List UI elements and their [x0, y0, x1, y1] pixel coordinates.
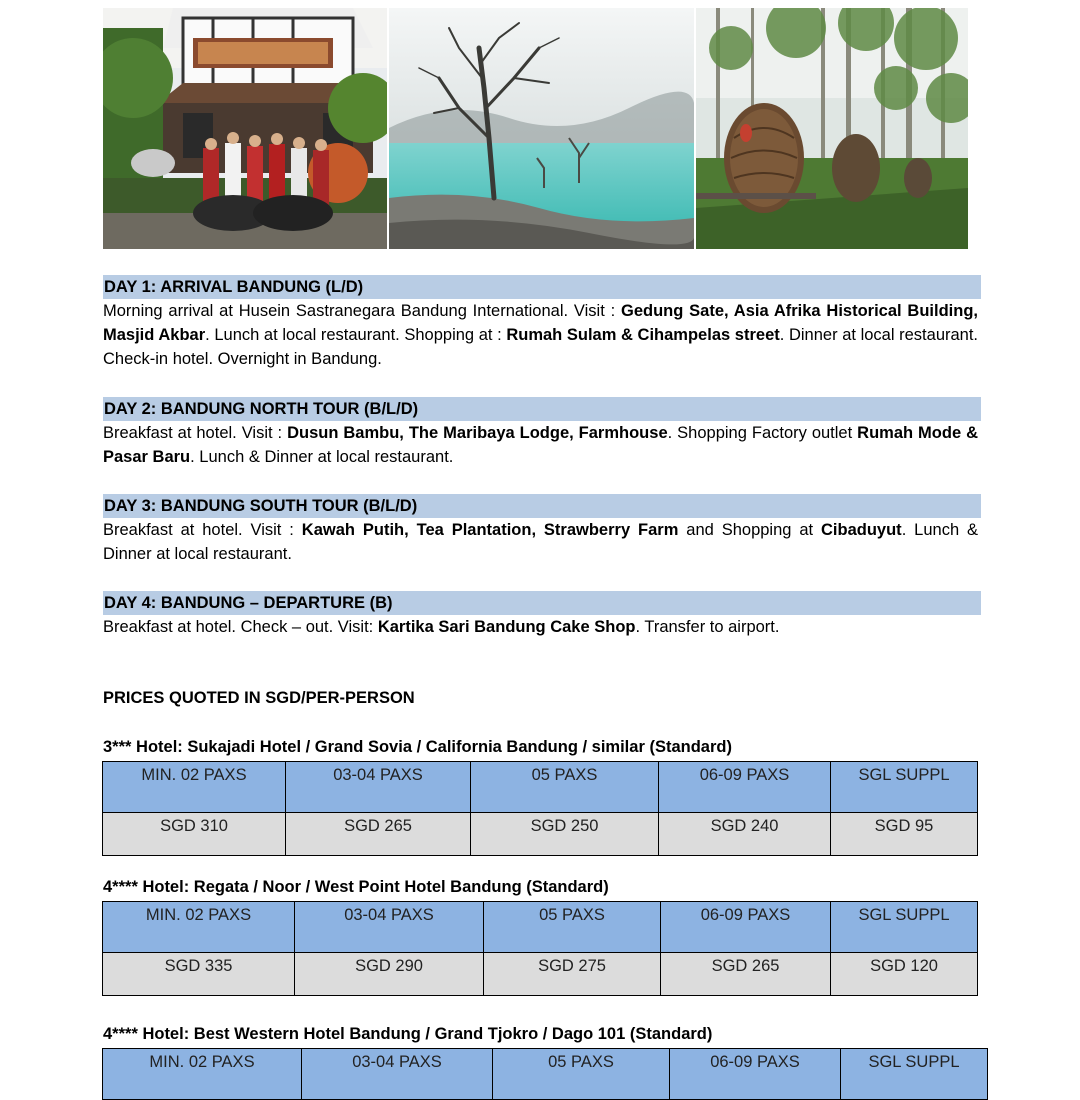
table-header-cell: 05 PAXS — [471, 762, 659, 813]
table-row — [103, 953, 978, 996]
nest-pods-forest-photo — [696, 8, 968, 249]
hotel-1-price-table — [102, 761, 978, 856]
day-3-title: DAY 3: BANDUNG SOUTH TOUR (B/L/D) — [103, 494, 981, 518]
table-header-cell: SGL SUPPL — [841, 1049, 988, 1100]
traditional-house-photo — [103, 8, 387, 249]
crater-lake-photo — [389, 8, 694, 249]
price-cell: SGD 275 — [484, 953, 661, 996]
photo-strip — [103, 8, 968, 249]
hotel-1-title: 3*** Hotel: Sukajadi Hotel / Grand Sovia / California Bandung / similar (Standard) — [103, 738, 732, 756]
price-cell: SGD 120 — [831, 953, 978, 996]
table-header-row — [103, 902, 978, 953]
price-cell: SGD 265 — [286, 813, 471, 856]
day-4-section — [103, 591, 981, 639]
table-header-cell: 03-04 PAXS — [286, 762, 471, 813]
day-2-title: DAY 2: BANDUNG NORTH TOUR (B/L/D) — [103, 397, 981, 421]
hotel-3-title: 4**** Hotel: Best Western Hotel Bandung / Grand Tjokro / Dago 101 (Standard) — [103, 1025, 713, 1043]
table-header-cell: 03-04 PAXS — [295, 902, 484, 953]
prices-title: PRICES QUOTED IN SGD/PER-PERSON — [103, 689, 415, 707]
day-1-section — [103, 275, 981, 371]
day-3-description: Breakfast at hotel. Visit : Kawah Putih, Tea Plantation, Strawberry Farm and Shopping at Cibaduyut. Lunch & Dinner at local restaurant. — [103, 521, 979, 563]
day-4-description: Breakfast at hotel. Check – out. Visit: Kartika Sari Bandung Cake Shop. Transfer to airport. — [103, 618, 780, 636]
day-1-description: Morning arrival at Husein Sastranegara Bandung International. Visit : Gedung Sate, Asia Afrika Historical Building, Masjid Akbar. Lunch at local restaurant. Shopping at : Rumah Sulam & Cihampelas street. Dinner at local restaurant. Check-in hotel. Overnight in Bandung. — [103, 302, 979, 368]
hotel-2-title: 4**** Hotel: Regata / Noor / West Point Hotel Bandung (Standard) — [103, 878, 609, 896]
price-cell: SGD 265 — [661, 953, 831, 996]
table-header-cell: 06-09 PAXS — [659, 762, 831, 813]
table-header-cell: 05 PAXS — [493, 1049, 670, 1100]
day-2-description: Breakfast at hotel. Visit : Dusun Bambu, The Maribaya Lodge, Farmhouse. Shopping Factory outlet Rumah Mode & Pasar Baru. Lunch & Dinner at local restaurant. — [103, 424, 979, 466]
table-header-cell: 03-04 PAXS — [302, 1049, 493, 1100]
price-cell: SGD 310 — [103, 813, 286, 856]
day-1-title: DAY 1: ARRIVAL BANDUNG (L/D) — [103, 275, 981, 299]
day-3-section — [103, 494, 981, 566]
table-header-cell: SGL SUPPL — [831, 762, 978, 813]
day-2-section — [103, 397, 981, 469]
table-header-cell: MIN. 02 PAXS — [103, 1049, 302, 1100]
hotel-3-price-table — [102, 1048, 988, 1100]
table-header-row — [103, 762, 978, 813]
table-header-row — [103, 1049, 988, 1100]
table-header-cell: 06-09 PAXS — [670, 1049, 841, 1100]
price-cell: SGD 290 — [295, 953, 484, 996]
hotel-2-price-table — [102, 901, 978, 996]
table-header-cell: MIN. 02 PAXS — [103, 762, 286, 813]
price-cell: SGD 95 — [831, 813, 978, 856]
price-cell: SGD 240 — [659, 813, 831, 856]
table-header-cell: SGL SUPPL — [831, 902, 978, 953]
price-cell: SGD 250 — [471, 813, 659, 856]
table-row — [103, 813, 978, 856]
table-header-cell: 05 PAXS — [484, 902, 661, 953]
day-4-title: DAY 4: BANDUNG – DEPARTURE (B) — [103, 591, 981, 615]
table-header-cell: MIN. 02 PAXS — [103, 902, 295, 953]
price-cell: SGD 335 — [103, 953, 295, 996]
table-header-cell: 06-09 PAXS — [661, 902, 831, 953]
